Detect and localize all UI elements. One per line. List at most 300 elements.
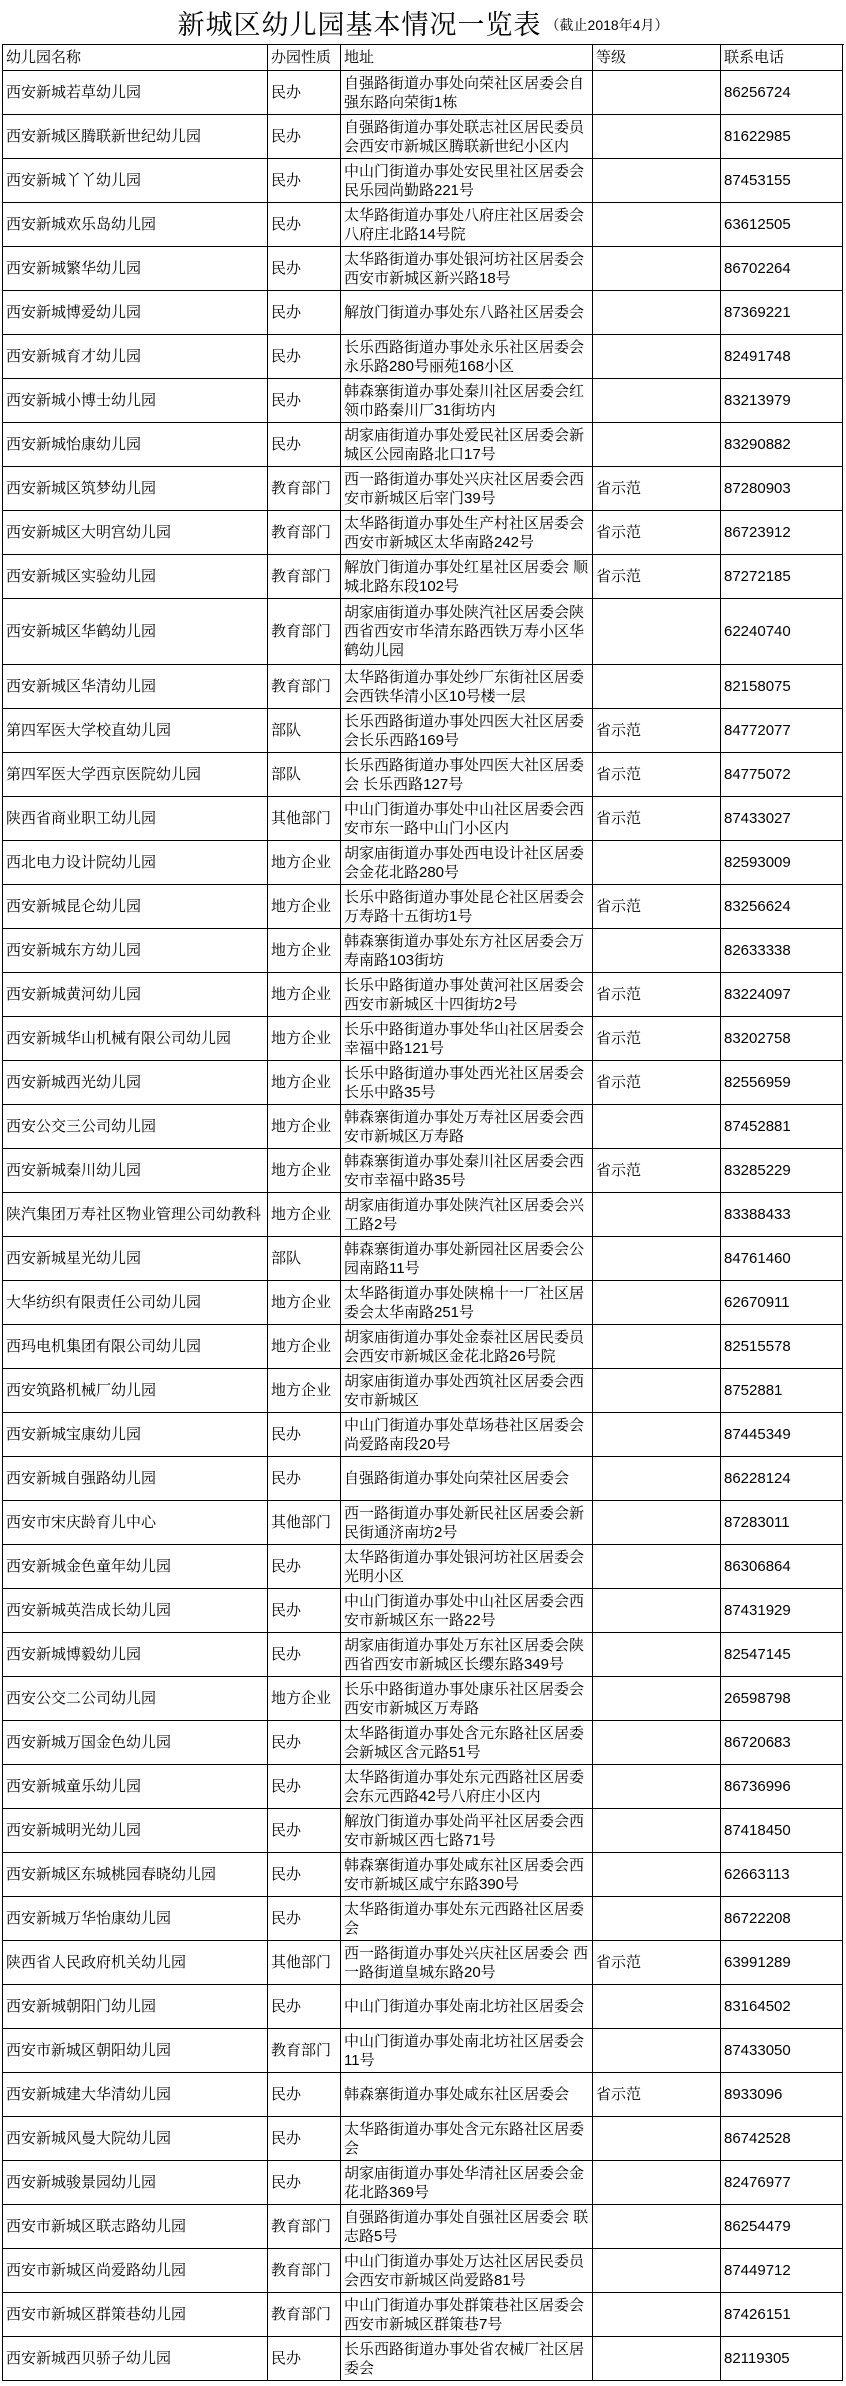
grade: 省示范 [596, 2086, 642, 2103]
kindergarten-name-cell [3, 841, 268, 885]
operator-type: 地方企业 [271, 986, 332, 1003]
kindergarten-name: 西安新城区实验幼儿园 [6, 568, 157, 585]
grade-cell [593, 885, 721, 929]
table-header-row [3, 45, 844, 71]
operator-type-cell [268, 2073, 341, 2117]
table-row [3, 2161, 844, 2205]
table-row [3, 1589, 844, 1633]
kindergarten-name-cell [3, 973, 268, 1017]
address: 中山门街道办事处南北坊社区居委会 [344, 1998, 585, 2015]
grade: 省示范 [596, 568, 642, 585]
table-row [3, 2293, 844, 2337]
grade-cell [593, 1413, 721, 1457]
table-row [3, 1501, 844, 1545]
kindergarten-name-cell [3, 1809, 268, 1853]
phone-number: 87426151 [724, 2306, 791, 2323]
phone-number: 86306864 [724, 1558, 791, 1575]
table-row [3, 1765, 844, 1809]
phone-number-cell [721, 2337, 843, 2381]
address-cell [341, 1589, 593, 1633]
phone-number: 82119305 [724, 2350, 790, 2367]
kindergarten-name-cell [3, 1325, 268, 1369]
operator-type-cell [268, 2205, 341, 2249]
operator-type: 民办 [271, 172, 302, 189]
operator-type-cell [268, 1193, 341, 1237]
page-subtitle: （截止2018年4月） [545, 17, 669, 33]
table-row [3, 1897, 844, 1941]
phone-number-cell [721, 291, 843, 335]
address-cell [341, 1545, 593, 1589]
address: 中山门街道办事处南北坊社区居委会11号 [344, 2032, 585, 2069]
operator-type-cell [268, 885, 341, 929]
operator-type: 民办 [271, 128, 302, 145]
operator-type: 其他部门 [271, 1954, 332, 1971]
phone-number-cell [721, 1501, 843, 1545]
kindergarten-name: 西安新城繁华幼儿园 [6, 260, 142, 277]
address-cell [341, 423, 593, 467]
phone-number-cell [721, 1061, 843, 1105]
grade-cell [593, 1281, 721, 1325]
address: 胡家庙街道办事处金泰社区居民委员会西安市新城区金花北路26号院 [344, 1328, 585, 1365]
grade-cell [593, 379, 721, 423]
operator-type: 民办 [271, 1822, 302, 1839]
kindergarten-name-cell [3, 1061, 268, 1105]
phone-number: 83224097 [724, 986, 791, 1003]
address: 韩森寨街道办事处万寿社区居委会西安市新城区万寿路 [344, 1108, 585, 1145]
grade: 省示范 [596, 898, 642, 915]
grade-cell [593, 929, 721, 973]
phone-number: 82515578 [724, 1338, 791, 1355]
operator-type-cell [268, 1677, 341, 1721]
kindergarten-name-cell [3, 1193, 268, 1237]
phone-number-cell [721, 599, 843, 665]
operator-type-cell [268, 71, 341, 115]
kindergarten-name: 西安市新城区群策巷幼儿园 [6, 2306, 187, 2323]
phone-number-cell [721, 1105, 843, 1149]
kindergarten-name: 西安新城若草幼儿园 [6, 84, 142, 101]
table-row [3, 291, 844, 335]
grade-cell [593, 247, 721, 291]
table-row [3, 247, 844, 291]
operator-type-cell [268, 1809, 341, 1853]
address: 长乐中路街道办事处西光社区居委会长乐中路35号 [344, 1064, 585, 1101]
kindergarten-name: 陕汽集团万寿社区物业管理公司幼教科 [6, 1206, 262, 1223]
phone-number: 86722208 [724, 1910, 791, 1927]
kindergarten-name-cell [3, 2161, 268, 2205]
phone-number-cell [721, 203, 843, 247]
kindergarten-name: 西安新城怡康幼儿园 [6, 436, 142, 453]
table-row [3, 2337, 844, 2381]
kindergarten-name: 西安市新城区朝阳幼儿园 [6, 2042, 172, 2059]
address: 胡家庙街道办事处西电设计社区居委会金花北路280号 [344, 844, 585, 881]
grade-cell [593, 1457, 721, 1501]
operator-type: 地方企业 [271, 1690, 332, 1707]
address: 解放门街道办事处尚平社区居委会西安市新城区西七路71号 [344, 1812, 585, 1849]
address: 韩森寨街道办事处秦川社区居委会西安市幸福中路35号 [344, 1152, 585, 1189]
address-cell [341, 247, 593, 291]
operator-type-cell [268, 203, 341, 247]
phone-number: 84761460 [724, 1250, 791, 1267]
phone-number: 8752881 [724, 1382, 783, 1399]
kindergarten-name-cell [3, 115, 268, 159]
kindergarten-name-cell [3, 1237, 268, 1281]
address-cell [341, 2029, 593, 2073]
kindergarten-name-cell [3, 665, 268, 709]
table-row [3, 1633, 844, 1677]
address: 太华路街道办事处八府庄社区居委会八府庄北路14号院 [344, 206, 585, 243]
kindergarten-name-cell [3, 71, 268, 115]
kindergarten-name: 西安新城丫丫幼儿园 [6, 172, 142, 189]
operator-type: 地方企业 [271, 1206, 332, 1223]
address-cell [341, 1105, 593, 1149]
address: 中山门街道办事处草场巷社区居委会尚爱路南段20号 [344, 1416, 585, 1453]
address: 长乐西路街道办事处省农械厂社区居委会 [344, 2340, 585, 2377]
phone-number-cell [721, 2161, 843, 2205]
table-row [3, 885, 844, 929]
operator-type-cell [268, 1985, 341, 2029]
grade-cell [593, 291, 721, 335]
kindergarten-name: 西安筑路机械厂幼儿园 [6, 1382, 157, 1399]
kindergarten-name-cell [3, 203, 268, 247]
table-row [3, 71, 844, 115]
operator-type: 地方企业 [271, 1294, 332, 1311]
operator-type-cell [268, 709, 341, 753]
table-row [3, 1105, 844, 1149]
phone-number: 87431929 [724, 1602, 791, 1619]
operator-type: 地方企业 [271, 898, 332, 915]
table-row [3, 1325, 844, 1369]
table-row [3, 797, 844, 841]
table-row [3, 379, 844, 423]
kindergarten-name: 西安新城西贝骄子幼儿园 [6, 2350, 172, 2367]
kindergarten-name: 西安新城育才幼儿园 [6, 348, 142, 365]
grade-cell [593, 1985, 721, 2029]
kindergarten-name-cell [3, 1281, 268, 1325]
kindergarten-name: 西安新城英浩成长幼儿园 [6, 1602, 172, 1619]
address-cell [341, 2161, 593, 2205]
address: 太华路街道办事处含元东路社区居委会新城区含元路51号 [344, 1724, 585, 1761]
kindergarten-name: 西安新城区大明宫幼儿园 [6, 524, 172, 541]
address: 韩森寨街道办事处新园社区居委会公园南路11号 [344, 1240, 585, 1277]
address-cell [341, 335, 593, 379]
phone-number: 82593009 [724, 854, 791, 871]
operator-type-cell [268, 511, 341, 555]
operator-type-cell [268, 1501, 341, 1545]
phone-number: 84775072 [724, 766, 791, 783]
kindergarten-name-cell [3, 1633, 268, 1677]
operator-type-cell [268, 599, 341, 665]
operator-type-cell [268, 1589, 341, 1633]
operator-type: 地方企业 [271, 942, 332, 959]
operator-type-cell [268, 797, 341, 841]
grade-cell [593, 1897, 721, 1941]
phone-number: 83202758 [724, 1030, 791, 1047]
operator-type-cell [268, 665, 341, 709]
address-cell [341, 1149, 593, 1193]
grade-cell [593, 2161, 721, 2205]
table-row [3, 599, 844, 665]
address: 长乐西路街道办事处四医大社区居委会 长乐西路127号 [344, 756, 585, 793]
kindergarten-name: 西安公交三公司幼儿园 [6, 1118, 157, 1135]
operator-type: 民办 [271, 392, 302, 409]
operator-type: 民办 [271, 2086, 302, 2103]
address: 韩森寨街道办事处东方社区居委会万寿南路103街坊 [344, 932, 585, 969]
phone-number: 87283011 [724, 1514, 790, 1531]
grade-cell [593, 511, 721, 555]
address: 西一路街道办事处兴庆社区居委会 西一路街道皇城东路20号 [344, 1944, 589, 1981]
operator-type-cell [268, 1941, 341, 1985]
operator-type: 地方企业 [271, 1030, 332, 1047]
phone-number-cell [721, 555, 843, 599]
operator-type-cell [268, 1765, 341, 1809]
grade: 省示范 [596, 766, 642, 783]
operator-type-cell [268, 291, 341, 335]
table-row [3, 1545, 844, 1589]
grade-cell [593, 2249, 721, 2293]
operator-type: 民办 [271, 1426, 302, 1443]
table-row [3, 753, 844, 797]
kindergarten-name: 西安新城博毅幼儿园 [6, 1646, 142, 1663]
phone-number-cell [721, 1633, 843, 1677]
grade: 省示范 [596, 810, 642, 827]
address: 自强路街道办事处联志社区居民委员会西安市新城区腾联新世纪小区内 [344, 118, 585, 155]
address-cell [341, 1281, 593, 1325]
address-cell [341, 1369, 593, 1413]
operator-type: 教育部门 [271, 2262, 332, 2279]
kindergarten-name-cell [3, 379, 268, 423]
phone-number: 82491748 [724, 348, 791, 365]
kindergarten-name: 西安新城风曼大院幼儿园 [6, 2130, 172, 2147]
kindergarten-name-cell [3, 467, 268, 511]
phone-number: 83256624 [724, 898, 791, 915]
kindergarten-name-cell [3, 1677, 268, 1721]
operator-type-cell [268, 753, 341, 797]
kindergarten-name-cell [3, 1369, 268, 1413]
phone-number: 82547145 [724, 1646, 791, 1663]
phone-number: 87453155 [724, 172, 791, 189]
phone-number: 82633338 [724, 942, 791, 959]
grade-cell [593, 1061, 721, 1105]
grade-cell [593, 1809, 721, 1853]
phone-number-cell [721, 159, 843, 203]
table-row [3, 2205, 844, 2249]
kindergarten-name: 西玛电机集团有限公司幼儿园 [6, 1338, 202, 1355]
kindergarten-name-cell [3, 1853, 268, 1897]
kindergarten-name: 西安新城星光幼儿园 [6, 1250, 142, 1267]
address-cell [341, 1457, 593, 1501]
kindergarten-name-cell [3, 2205, 268, 2249]
address: 长乐西路街道办事处四医大社区居委会长乐西路169号 [344, 712, 585, 749]
operator-type: 教育部门 [271, 524, 332, 541]
phone-number-cell [721, 973, 843, 1017]
grade-cell [593, 467, 721, 511]
operator-type: 地方企业 [271, 1118, 332, 1135]
grade-cell [593, 555, 721, 599]
operator-type-cell [268, 1413, 341, 1457]
phone-number: 87369221 [724, 304, 791, 321]
table-row [3, 2117, 844, 2161]
grade-cell [593, 203, 721, 247]
grade-cell [593, 1501, 721, 1545]
phone-number: 87433050 [724, 2042, 791, 2059]
phone-number: 87449712 [724, 2262, 791, 2279]
address-cell [341, 115, 593, 159]
kindergarten-name: 西北电力设计院幼儿园 [6, 854, 157, 871]
address-cell [341, 753, 593, 797]
table-row [3, 1677, 844, 1721]
phone-number: 87445349 [724, 1426, 791, 1443]
address-cell [341, 929, 593, 973]
operator-type: 地方企业 [271, 1382, 332, 1399]
kindergarten-name: 西安新城欢乐岛幼儿园 [6, 216, 157, 233]
kindergarten-name-cell [3, 1545, 268, 1589]
phone-number-cell [721, 71, 843, 115]
address: 太华路街道办事处银河坊社区居委会西安市新城区新兴路18号 [344, 250, 585, 287]
kindergarten-name: 西安新城骏景园幼儿园 [6, 2174, 157, 2191]
phone-number-cell [721, 1677, 843, 1721]
address: 自强路街道办事处向荣社区居委会自强东路向荣街1栋 [344, 74, 585, 111]
phone-number: 81622985 [724, 128, 791, 145]
phone-number-cell [721, 1325, 843, 1369]
address: 西一路街道办事处兴庆社区居委会西安市新城区后宰门39号 [344, 470, 585, 507]
phone-number-cell [721, 1457, 843, 1501]
grade-cell [593, 1545, 721, 1589]
address: 胡家庙街道办事处西筑社区居委会西安市新城区 [344, 1372, 585, 1409]
grade-cell [593, 1633, 721, 1677]
kindergarten-name-cell [3, 291, 268, 335]
address: 解放门街道办事处红星社区居委会 顺城北路东段102号 [344, 558, 589, 595]
operator-type-cell [268, 1633, 341, 1677]
address-cell [341, 1017, 593, 1061]
address-cell [341, 841, 593, 885]
kindergarten-table [2, 44, 844, 2381]
grade-cell [593, 1017, 721, 1061]
grade-cell [593, 1721, 721, 1765]
operator-type: 民办 [271, 1734, 302, 1751]
kindergarten-name-cell [3, 555, 268, 599]
kindergarten-name: 西安公交二公司幼儿园 [6, 1690, 157, 1707]
operator-type: 民办 [271, 1602, 302, 1619]
table-row [3, 1281, 844, 1325]
grade-cell [593, 1237, 721, 1281]
grade: 省示范 [596, 524, 642, 541]
table-row [3, 2249, 844, 2293]
grade-cell [593, 1677, 721, 1721]
phone-number-cell [721, 709, 843, 753]
address: 中山门街道办事处万达社区居民委员会西安市新城区尚爱路81号 [344, 2252, 585, 2289]
kindergarten-name: 陕西省人民政府机关幼儿园 [6, 1954, 187, 1971]
operator-type-cell [268, 1149, 341, 1193]
phone-number-cell [721, 2293, 843, 2337]
phone-number-cell [721, 1193, 843, 1237]
header-phone: 联系电话 [721, 45, 843, 71]
kindergarten-name-cell [3, 753, 268, 797]
table-row [3, 1061, 844, 1105]
kindergarten-name-cell [3, 1149, 268, 1193]
kindergarten-name-cell [3, 1017, 268, 1061]
address-cell [341, 511, 593, 555]
operator-type-cell [268, 335, 341, 379]
table-row [3, 1809, 844, 1853]
address: 西一路街道办事处新民社区居委会新民街通济南坊2号 [344, 1504, 585, 1541]
page-title: 新城区幼儿园基本情况一览表 [177, 9, 542, 40]
kindergarten-name: 西安新城万华怡康幼儿园 [6, 1910, 172, 1927]
address: 太华路街道办事处纱厂东街社区居委会西铁华清小区10号楼一层 [344, 668, 585, 705]
table-row [3, 1457, 844, 1501]
grade-cell [593, 973, 721, 1017]
phone-number: 86720683 [724, 1734, 791, 1751]
phone-number-cell [721, 1413, 843, 1457]
operator-type-cell [268, 1325, 341, 1369]
table-row [3, 973, 844, 1017]
kindergarten-name-cell [3, 797, 268, 841]
kindergarten-name: 西安新城朝阳门幼儿园 [6, 1998, 157, 2015]
kindergarten-name: 西安市新城区尚爱路幼儿园 [6, 2262, 187, 2279]
kindergarten-name-cell [3, 1457, 268, 1501]
address: 韩森寨街道办事处秦川社区居委会红领巾路秦川厂31街坊内 [344, 382, 585, 419]
phone-number-cell [721, 841, 843, 885]
address: 太华路街道办事处陕棉十一厂社区居委会太华南路251号 [344, 1284, 585, 1321]
kindergarten-name: 西安新城黄河幼儿园 [6, 986, 142, 1003]
grade-cell [593, 753, 721, 797]
table-row [3, 1853, 844, 1897]
operator-type-cell [268, 247, 341, 291]
address-cell [341, 467, 593, 511]
phone-number-cell [721, 885, 843, 929]
operator-type: 地方企业 [271, 1338, 332, 1355]
table-row [3, 467, 844, 511]
operator-type: 教育部门 [271, 568, 332, 585]
address-cell [341, 555, 593, 599]
operator-type-cell [268, 1017, 341, 1061]
kindergarten-name: 第四军医大学校直幼儿园 [6, 722, 172, 739]
grade-cell [593, 1325, 721, 1369]
operator-type: 部队 [271, 766, 302, 783]
operator-type-cell [268, 2249, 341, 2293]
address-cell [341, 1633, 593, 1677]
phone-number: 63612505 [724, 216, 791, 233]
phone-number: 26598798 [724, 1690, 791, 1707]
address: 太华路街道办事处含元东路社区居委会 [344, 2120, 585, 2157]
kindergarten-name-cell [3, 709, 268, 753]
address-cell [341, 973, 593, 1017]
address: 中山门街道办事处群策巷社区居委会西安市新城区群策巷7号 [344, 2296, 585, 2333]
address-cell [341, 1941, 593, 1985]
table-body [3, 71, 844, 2381]
kindergarten-name: 西安新城宝康幼儿园 [6, 1426, 142, 1443]
phone-number-cell [721, 929, 843, 973]
address-cell [341, 709, 593, 753]
table-row [3, 203, 844, 247]
kindergarten-name-cell [3, 599, 268, 665]
address: 中山门街道办事处中山社区居委会西安市东一路中山门小区内 [344, 800, 585, 837]
operator-type-cell [268, 2117, 341, 2161]
operator-type: 其他部门 [271, 1514, 332, 1531]
phone-number: 86256724 [724, 84, 791, 101]
grade-cell [593, 1765, 721, 1809]
kindergarten-name: 西安新城华山机械有限公司幼儿园 [6, 1030, 232, 1047]
address: 太华路街道办事处生产村社区居委会西安市新城区太华南路242号 [344, 514, 585, 551]
kindergarten-name: 西安新城秦川幼儿园 [6, 1162, 142, 1179]
kindergarten-name-cell [3, 423, 268, 467]
table-row [3, 1941, 844, 1985]
kindergarten-name: 西安市新城区联志路幼儿园 [6, 2218, 187, 2235]
title-row [2, 0, 844, 44]
phone-number-cell [721, 2073, 843, 2117]
phone-number-cell [721, 797, 843, 841]
grade-cell [593, 1589, 721, 1633]
kindergarten-name: 西安新城区筑梦幼儿园 [6, 480, 157, 497]
